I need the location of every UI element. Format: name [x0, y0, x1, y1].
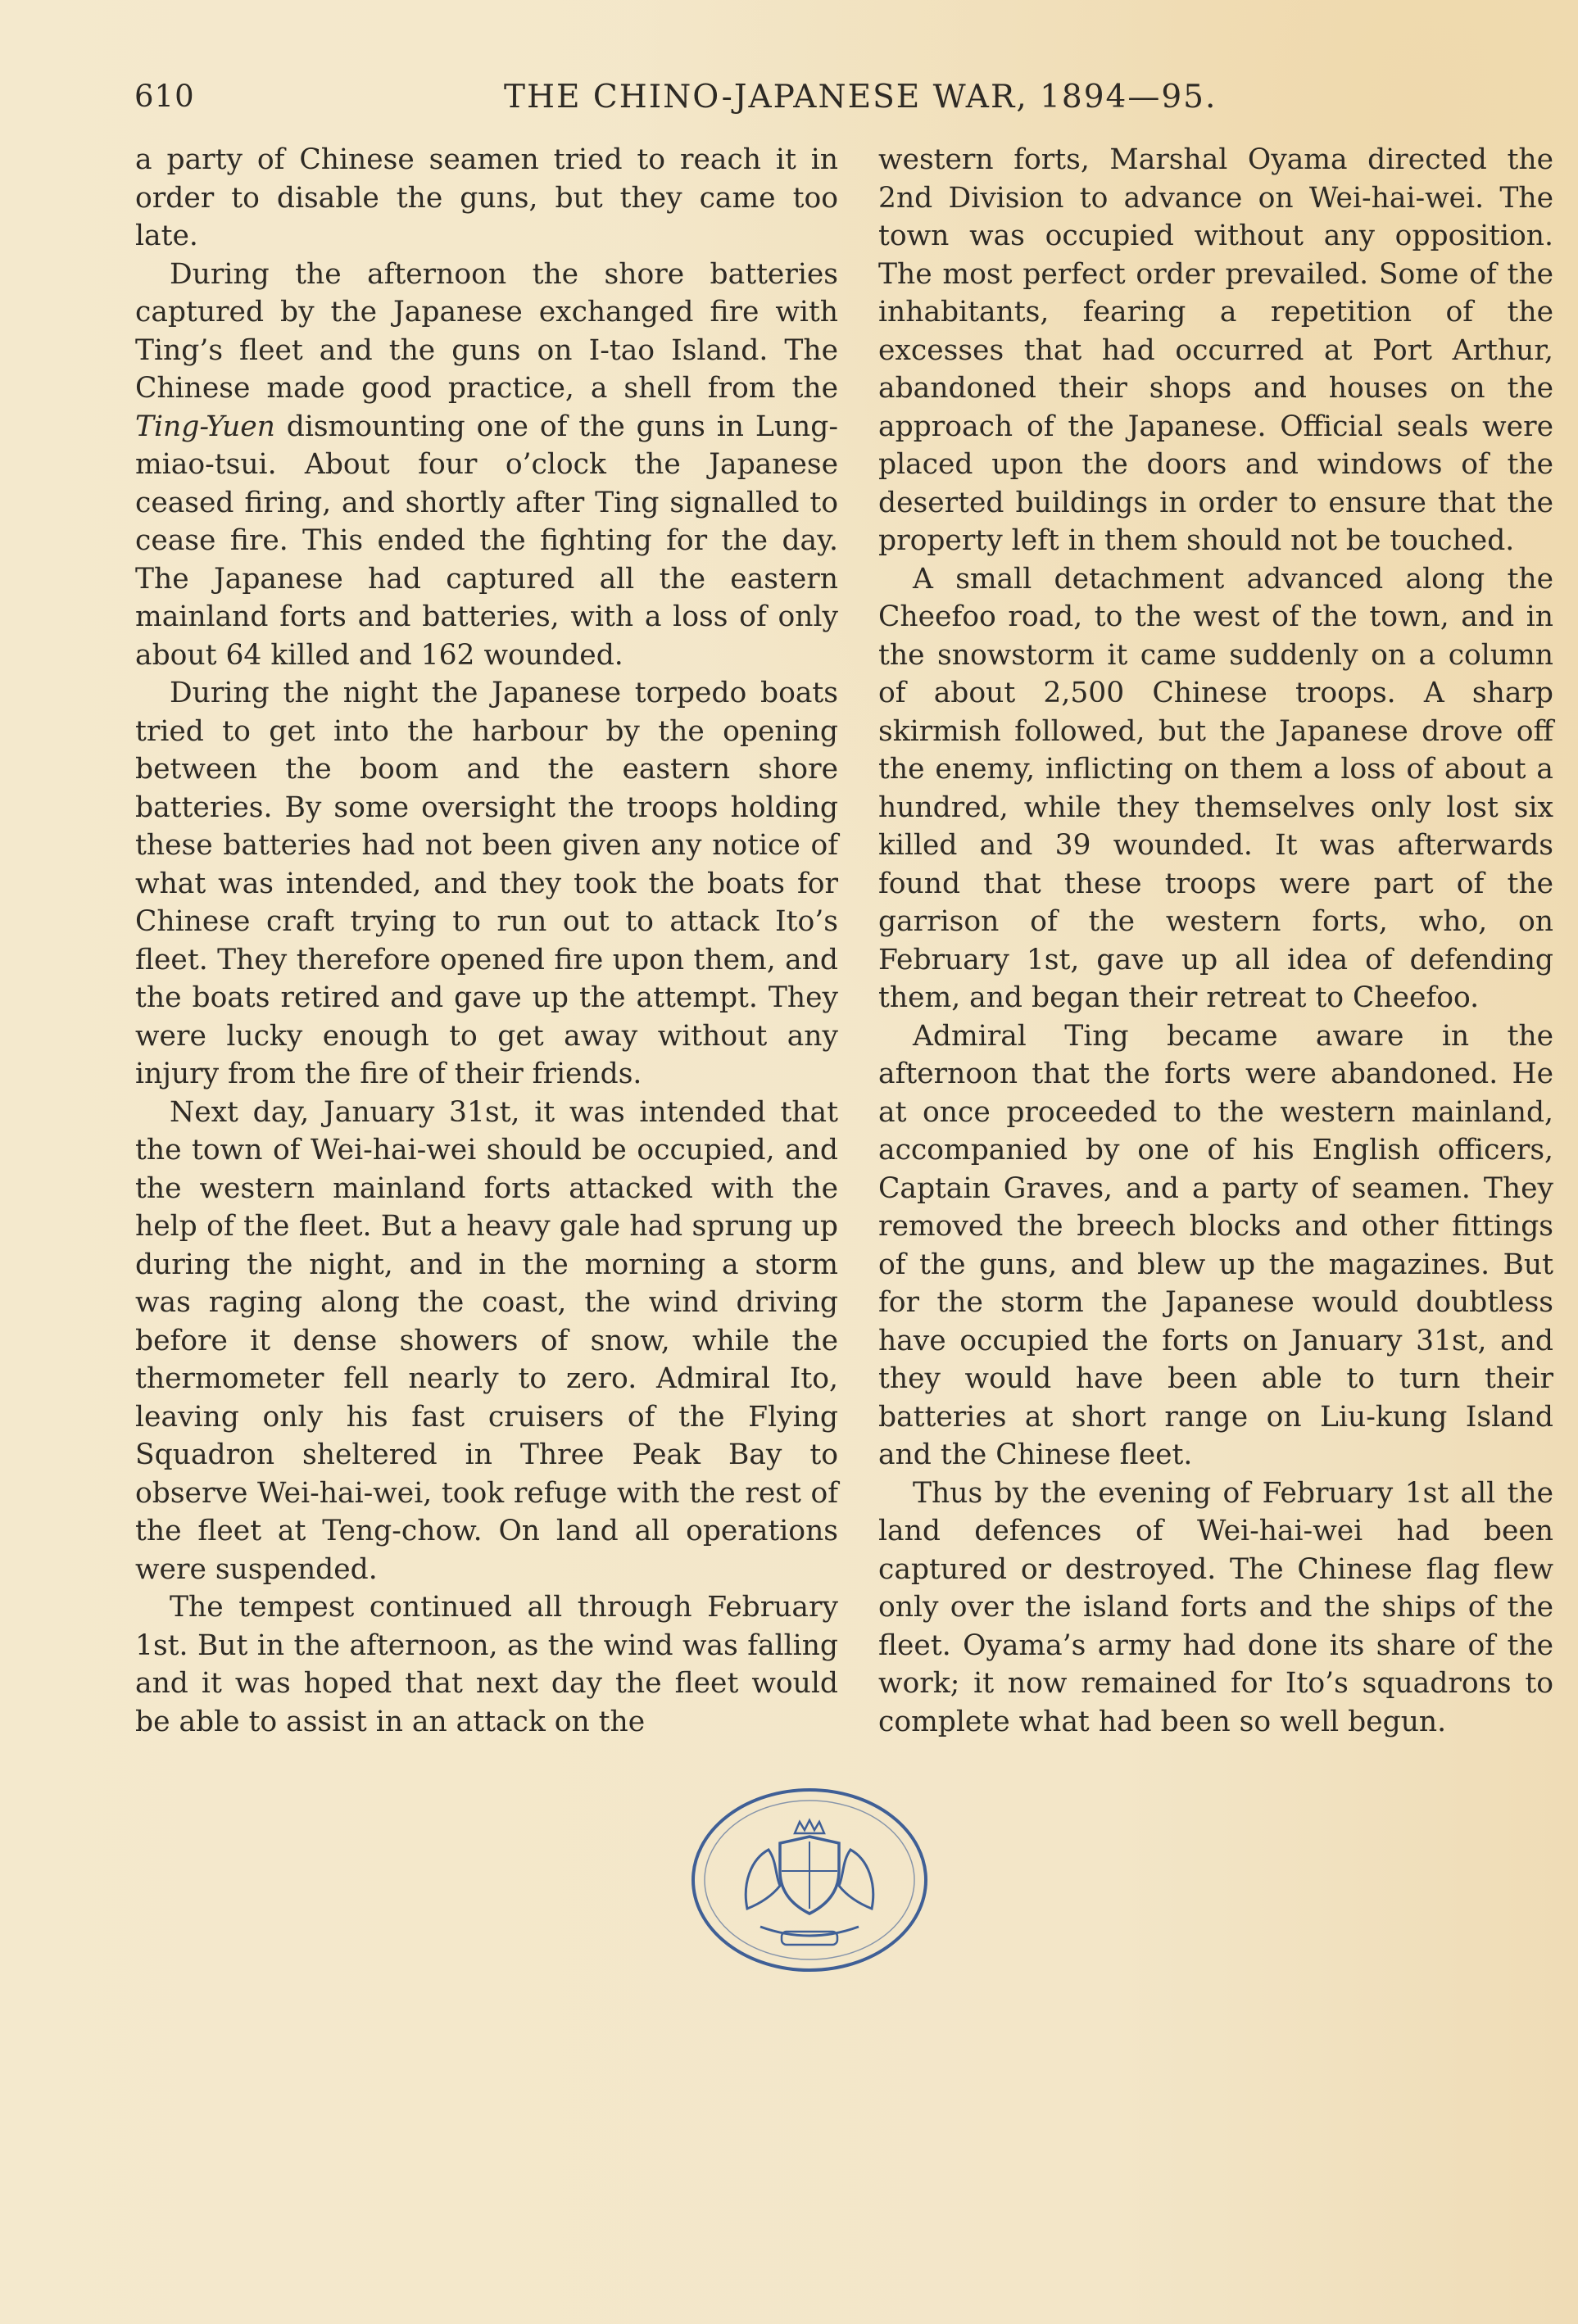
page-number: 610 — [134, 79, 195, 114]
running-head — [131, 79, 1549, 125]
paragraph: Thus by the evening of February 1st all the land defences of Wei-hai-wei had been captured or destroyed. The Chinese flag flew only over the island forts and the ships of the fleet. Oyama’s army had done its share of the work; it now remained for Ito’s squadrons to complete what had been so well begun. — [878, 1476, 1553, 1738]
paragraph: Next day, January 31st, it was intended that the town of Wei-hai-wei should be occupied, and the western mainland forts attacked with the help of the fleet. But a heavy gale had sprung up during the night, and in the morning a storm was raging along the coast, the wind driving before it dense showers of snow, while the thermometer fell nearly to zero. Admiral Ito, leaving only his fast cruisers of the Flying Squadron sheltered in Three Peak Bay to observe Wei-hai-wei, took refuge with the rest of the fleet at Teng-chow. On land all operations were suspended. — [135, 1095, 838, 1586]
paragraph-text: dismounting one of the guns in Lung-miao-tsui. About four o’clock the Japanese ceased firing, and shortly after Ting signalled to cease fire. This ended the fighting for the day. The Japanese had captured all the eastern mainland forts and batteries, with a loss of only about 64 killed and 162 wounded. — [135, 410, 838, 672]
paragraph: a party of Chinese seamen tried to reach it in order to disable the guns, but they came too late. — [135, 143, 838, 252]
paragraph: The tempest continued all through February 1st. But in the afternoon, as the wind was falling and it was hoped that next day the fleet would be able to assist in an attack on the — [135, 1591, 838, 1738]
ship-name: Ting-Yuen — [135, 410, 275, 443]
paragraph: Admiral Ting became aware in the afternoon that the forts were abandoned. He at once proceeded to the western mainland, accompanied by one of his English officers, Captain Graves, and a party of seamen. They removed the breech blocks and other fittings of the guns, and blew up the magazines. But for the storm the Japanese would doubtless have occupied the forts on January 31st, and they would have been able to turn their batteries at short range on Liu-kung Island and the Chinese fleet. — [878, 1019, 1553, 1471]
paragraph — [135, 256, 838, 675]
paragraph-text: During the afternoon the shore batteries captured by the Japanese exchanged fire with Ting’s fleet and the guns on I-tao Island. The Chinese made good practice, a shell from the — [135, 257, 838, 405]
museum-seal-icon — [690, 1786, 929, 1974]
paragraph: western forts, Marshal Oyama directed the 2nd Division to advance on Wei-hai-wei. The town was occupied without any opposition. The most perfect order prevailed. Some of the inhabitants, fearing a repetition of the excesses that had occurred at Port Arthur, abandoned their shops and houses on the approach of the Japanese. Official seals were placed upon the doors and windows of the deserted buildings in order to ensure that the property left in them should not be touched. — [878, 143, 1553, 557]
paragraph: During the night the Japanese torpedo boats tried to get into the harbour by the opening between the boom and the eastern shore batteries. By some oversight the troops holding these batteries had not been given any notice of what was intended, and they took the boats for Chinese craft trying to run out to attack Ito’s fleet. They therefore opened fire upon them, and the boats retired and gave up the attempt. They were lucky enough to get away without any injury from the fire of their friends. — [135, 677, 838, 1090]
right-column — [878, 141, 1553, 1741]
british-museum-stamp — [690, 1786, 929, 1974]
running-title: THE CHINO-JAPANESE WAR, 1894—95. — [504, 79, 1218, 116]
paragraph: A small detachment advanced along the Cheefoo road, to the west of the town, and in the snowstorm it came suddenly on a column of about 2,500 Chinese troops. A sharp skirmish followed, but the Japanese drove off the enemy, inflicting on them a loss of about a hundred, while they themselves only lost six killed and 39 wounded. It was afterwards found that these troops were part of the garrison of the western forts, who, on February 1st, gave up all idea of defending them, and began their retreat to Cheefoo. — [878, 562, 1553, 1014]
left-column — [135, 141, 838, 1741]
